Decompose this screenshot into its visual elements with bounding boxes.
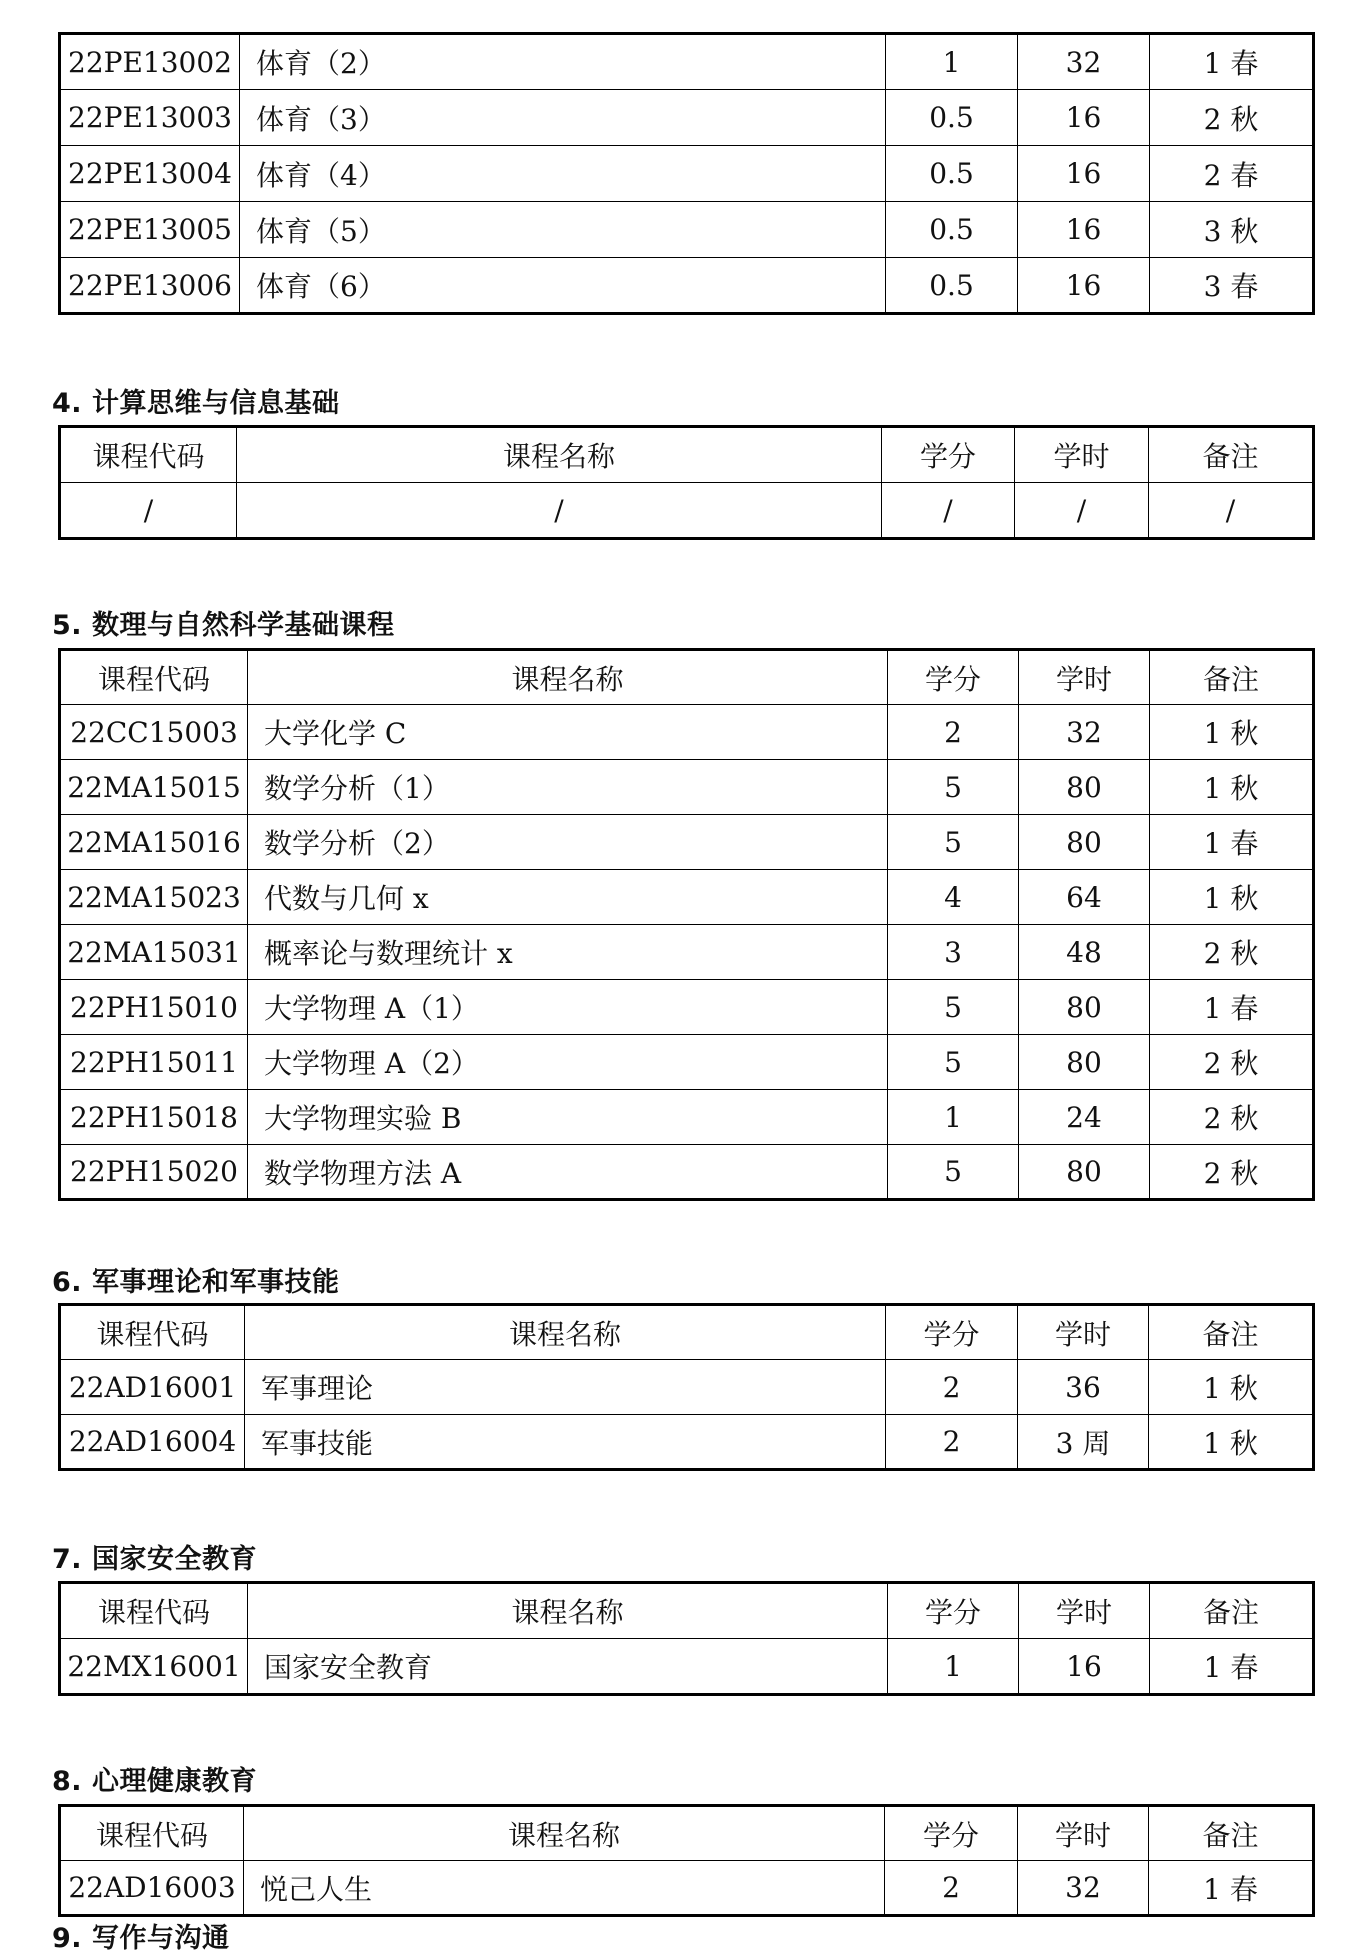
header-note: 备注 [1150, 1583, 1314, 1639]
section-5-table [58, 648, 1315, 1201]
course-note: / [1149, 483, 1314, 539]
course-code: 22MA15015 [60, 760, 248, 815]
header-name: 课程名称 [237, 427, 882, 483]
table-row [60, 202, 1314, 258]
header-code: 课程代码 [60, 427, 237, 483]
course-name: 体育（3） [240, 90, 886, 146]
course-credit: 2 [886, 1415, 1018, 1470]
course-hours: 80 [1019, 980, 1150, 1035]
course-credit: 0.5 [886, 146, 1018, 202]
course-name: 大学物理 A（1） [248, 980, 888, 1035]
course-name: 数学分析（2） [248, 815, 888, 870]
course-credit: 2 [886, 1360, 1018, 1415]
table-row [60, 1035, 1314, 1090]
table-row [60, 1145, 1314, 1200]
course-code: 22AD16003 [60, 1861, 244, 1916]
table-header-row [60, 650, 1314, 705]
table-row [60, 705, 1314, 760]
course-note: 1 春 [1150, 815, 1314, 870]
header-name: 课程名称 [248, 1583, 888, 1639]
table-row [60, 1861, 1314, 1916]
header-credit: 学分 [886, 1305, 1018, 1360]
course-credit: 1 [886, 34, 1018, 90]
course-code: 22AD16001 [60, 1360, 245, 1415]
course-credit: 5 [888, 1035, 1019, 1090]
header-hours: 学时 [1019, 650, 1150, 705]
course-name: 国家安全教育 [248, 1639, 888, 1695]
course-name: 数学分析（1） [248, 760, 888, 815]
table-row [60, 483, 1314, 539]
header-credit: 学分 [882, 427, 1015, 483]
header-credit: 学分 [888, 1583, 1019, 1639]
header-note: 备注 [1149, 1806, 1314, 1861]
course-credit: 3 [888, 925, 1019, 980]
table-row [60, 1090, 1314, 1145]
course-credit: 5 [888, 1145, 1019, 1200]
course-credit: 2 [888, 705, 1019, 760]
course-code: 22PH15011 [60, 1035, 248, 1090]
course-name: 大学物理实验 B [248, 1090, 888, 1145]
table-row [60, 870, 1314, 925]
course-code: 22PH15020 [60, 1145, 248, 1200]
course-name: 军事理论 [245, 1360, 886, 1415]
course-code: / [60, 483, 237, 539]
course-note: 1 春 [1149, 1861, 1314, 1916]
course-credit: 5 [888, 815, 1019, 870]
header-hours: 学时 [1019, 1583, 1150, 1639]
course-credit: 1 [888, 1090, 1019, 1145]
course-name: 体育（5） [240, 202, 886, 258]
section-8-heading: 8. 心理健康教育 [52, 1766, 257, 1797]
course-hours: 32 [1018, 34, 1150, 90]
course-note: 1 春 [1150, 980, 1314, 1035]
table-row [60, 980, 1314, 1035]
course-name: 体育（4） [240, 146, 886, 202]
course-code: 22MA15016 [60, 815, 248, 870]
course-name: 数学物理方法 A [248, 1145, 888, 1200]
course-hours: 32 [1018, 1861, 1149, 1916]
course-note: 2 秋 [1150, 1035, 1314, 1090]
header-name: 课程名称 [244, 1806, 885, 1861]
course-credit: 0.5 [886, 90, 1018, 146]
section-7-heading: 7. 国家安全教育 [52, 1544, 257, 1575]
section-8-table [58, 1804, 1315, 1917]
pe-course-table [58, 32, 1315, 315]
course-hours: / [1015, 483, 1149, 539]
course-name: 军事技能 [245, 1415, 886, 1470]
course-hours: 80 [1019, 1035, 1150, 1090]
header-credit: 学分 [888, 650, 1019, 705]
header-hours: 学时 [1018, 1305, 1149, 1360]
header-hours: 学时 [1015, 427, 1149, 483]
course-hours: 80 [1019, 1145, 1150, 1200]
course-note: 1 秋 [1150, 760, 1314, 815]
header-hours: 学时 [1018, 1806, 1149, 1861]
course-code: 22PE13003 [60, 90, 240, 146]
section-6-table [58, 1303, 1315, 1471]
course-code: 22PH15018 [60, 1090, 248, 1145]
course-code: 22PE13005 [60, 202, 240, 258]
table-row [60, 1360, 1314, 1415]
table-row [60, 258, 1314, 314]
course-hours: 16 [1018, 146, 1150, 202]
course-credit: / [882, 483, 1015, 539]
course-note: 2 秋 [1150, 925, 1314, 980]
course-credit: 1 [888, 1639, 1019, 1695]
course-hours: 16 [1019, 1639, 1150, 1695]
course-credit: 0.5 [886, 202, 1018, 258]
course-code: 22MA15023 [60, 870, 248, 925]
course-hours: 16 [1018, 258, 1150, 314]
course-note: 1 春 [1150, 34, 1314, 90]
course-name: 体育（6） [240, 258, 886, 314]
course-name: 概率论与数理统计 x [248, 925, 888, 980]
table-header-row [60, 1305, 1314, 1360]
course-note: 2 秋 [1150, 90, 1314, 146]
course-code: 22AD16004 [60, 1415, 245, 1470]
section-9-heading: 9. 写作与沟通 [52, 1923, 230, 1954]
course-note: 3 秋 [1150, 202, 1314, 258]
course-name: 代数与几何 x [248, 870, 888, 925]
course-hours: 16 [1018, 202, 1150, 258]
table-row [60, 1415, 1314, 1470]
course-name: 悦己人生 [244, 1861, 885, 1916]
course-code: 22MX16001 [60, 1639, 248, 1695]
course-code: 22PE13002 [60, 34, 240, 90]
header-code: 课程代码 [60, 1583, 248, 1639]
table-header-row [60, 1583, 1314, 1639]
course-name: 大学物理 A（2） [248, 1035, 888, 1090]
section-6-heading: 6. 军事理论和军事技能 [52, 1267, 340, 1298]
section-4-heading: 4. 计算思维与信息基础 [52, 388, 340, 419]
course-code: 22MA15031 [60, 925, 248, 980]
course-name: 大学化学 C [248, 705, 888, 760]
course-note: 1 秋 [1150, 705, 1314, 760]
course-note: 2 秋 [1150, 1090, 1314, 1145]
table-row [60, 34, 1314, 90]
course-hours: 24 [1019, 1090, 1150, 1145]
table-row [60, 1639, 1314, 1695]
course-name: / [237, 483, 882, 539]
course-hours: 3 周 [1018, 1415, 1149, 1470]
course-hours: 16 [1018, 90, 1150, 146]
course-credit: 5 [888, 760, 1019, 815]
course-hours: 32 [1019, 705, 1150, 760]
course-note: 1 秋 [1150, 870, 1314, 925]
course-note: 1 秋 [1149, 1415, 1314, 1470]
header-code: 课程代码 [60, 1305, 245, 1360]
table-row [60, 90, 1314, 146]
header-name: 课程名称 [245, 1305, 886, 1360]
table-row [60, 925, 1314, 980]
course-note: 1 秋 [1149, 1360, 1314, 1415]
header-note: 备注 [1149, 427, 1314, 483]
course-credit: 4 [888, 870, 1019, 925]
table-header-row [60, 1806, 1314, 1861]
course-hours: 48 [1019, 925, 1150, 980]
header-note: 备注 [1149, 1305, 1314, 1360]
course-code: 22PH15010 [60, 980, 248, 1035]
course-note: 2 秋 [1150, 1145, 1314, 1200]
table-row [60, 146, 1314, 202]
header-credit: 学分 [885, 1806, 1018, 1861]
course-name: 体育（2） [240, 34, 886, 90]
course-code: 22CC15003 [60, 705, 248, 760]
course-code: 22PE13006 [60, 258, 240, 314]
course-credit: 2 [885, 1861, 1018, 1916]
course-note: 3 春 [1150, 258, 1314, 314]
course-note: 2 春 [1150, 146, 1314, 202]
header-name: 课程名称 [248, 650, 888, 705]
section-7-table [58, 1581, 1315, 1696]
table-row [60, 815, 1314, 870]
course-hours: 36 [1018, 1360, 1149, 1415]
course-hours: 80 [1019, 760, 1150, 815]
section-5-heading: 5. 数理与自然科学基础课程 [52, 610, 395, 641]
section-4-table [58, 425, 1315, 540]
header-code: 课程代码 [60, 1806, 244, 1861]
course-code: 22PE13004 [60, 146, 240, 202]
course-hours: 64 [1019, 870, 1150, 925]
header-code: 课程代码 [60, 650, 248, 705]
course-note: 1 春 [1150, 1639, 1314, 1695]
table-row [60, 760, 1314, 815]
course-credit: 0.5 [886, 258, 1018, 314]
header-note: 备注 [1150, 650, 1314, 705]
table-header-row [60, 427, 1314, 483]
course-hours: 80 [1019, 815, 1150, 870]
course-credit: 5 [888, 980, 1019, 1035]
